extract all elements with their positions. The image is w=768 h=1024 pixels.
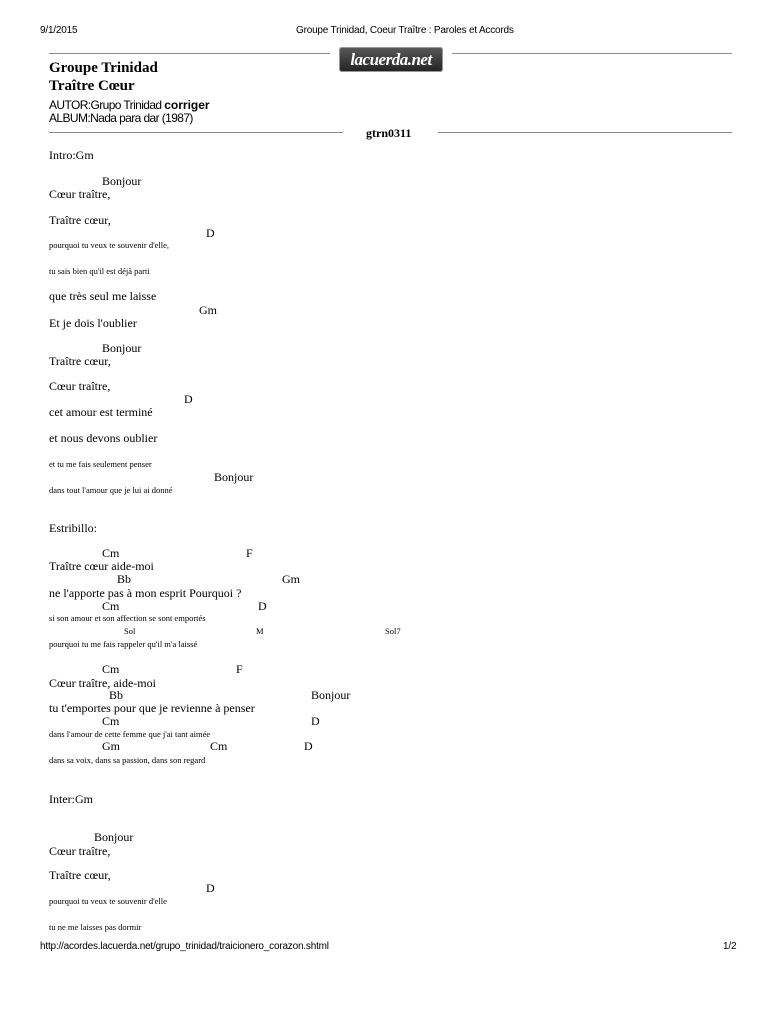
lyric-line: Traître cœur, — [49, 354, 111, 368]
lyric-line: si son amour et son affection se sont emportés — [49, 613, 206, 623]
chord: Sol — [124, 626, 136, 636]
chord: D — [258, 599, 267, 613]
user-rule-left — [49, 132, 343, 133]
section-label: Estribillo: — [49, 521, 97, 535]
chord: Cm — [210, 739, 228, 753]
lyric-line: dans l'amour de cette femme que j'ai tant aimée — [49, 729, 211, 739]
contributor-name[interactable]: gtrn0311 — [366, 126, 412, 140]
user-rule-right — [438, 132, 732, 133]
chord: D — [311, 714, 320, 728]
chord: D — [206, 226, 215, 240]
autor-value[interactable]: Grupo Trinidad — [90, 98, 162, 112]
lyric-line: Cœur traître, — [49, 844, 111, 858]
chord: Gm — [282, 572, 300, 586]
chord: F — [246, 546, 253, 560]
chord: Gm — [102, 739, 120, 753]
section-label: Intro:Gm — [49, 148, 94, 162]
lyric-line: Cœur traître, aide-moi — [49, 676, 156, 690]
header-rule-left — [49, 53, 330, 54]
lyric-line: Traître cœur aide-moi — [49, 559, 154, 573]
lyric-line: ne l'apporte pas à mon esprit Pourquoi ? — [49, 586, 242, 600]
chord: Bb — [117, 572, 132, 586]
lyric-line: pourquoi tu me fais rappeler qu'il m'a laissé — [49, 639, 198, 649]
lyric-line: Traître cœur, — [49, 213, 111, 227]
lyric-line: Cœur traître, — [49, 379, 111, 393]
chord: M — [256, 626, 264, 636]
chord: Cm — [102, 546, 120, 560]
artist-name: Groupe Trinidad — [49, 60, 158, 76]
chord: Sol7 — [385, 626, 401, 636]
chord: Bonjour — [94, 830, 134, 844]
chord: Bb — [109, 688, 124, 702]
print-page-title: Groupe Trinidad, Coeur Traître : Paroles et Accords — [296, 25, 514, 36]
lyric-line: dans tout l'amour que je lui ai donné — [49, 485, 173, 495]
lyric-line: tu sais bien qu'il est déjà parti — [49, 266, 150, 276]
lyric-line: dans sa voix, dans sa passion, dans son regard — [49, 755, 206, 765]
corriger-link[interactable]: corriger — [164, 98, 210, 112]
chord: D — [304, 739, 313, 753]
chord: Cm — [102, 662, 120, 676]
chord: Cm — [102, 714, 120, 728]
autor-line — [49, 98, 210, 112]
chord: D — [184, 392, 193, 406]
chord: Gm — [199, 303, 217, 317]
section-label: Inter:Gm — [49, 792, 93, 806]
lacuerda-logo[interactable]: lacuerda.net — [339, 47, 443, 72]
page-number: 1/2 — [723, 941, 737, 952]
lyric-line: pourquoi tu veux te souvenir d'elle — [49, 896, 167, 906]
lyric-line: et tu me fais seulement penser — [49, 459, 152, 469]
lyric-line: Et je dois l'oublier — [49, 316, 137, 330]
chord: Bonjour — [102, 341, 142, 355]
chord: D — [206, 881, 215, 895]
chord: Bonjour — [214, 470, 254, 484]
lyric-line: pourquoi tu veux te souvenir d'elle, — [49, 240, 170, 250]
album-value[interactable]: Nada para dar (1987) — [90, 111, 193, 125]
album-label: ALBUM: — [49, 111, 91, 125]
chord: Cm — [102, 599, 120, 613]
chord: F — [236, 662, 243, 676]
lyric-line: tu t'emportes pour que je revienne à penser — [49, 701, 255, 715]
lyric-line: cet amour est terminé — [49, 405, 153, 419]
lyric-line: tu ne me laisses pas dormir — [49, 922, 142, 932]
autor-label: AUTOR: — [49, 98, 91, 112]
album-line — [49, 111, 193, 125]
header-rule-right — [452, 53, 732, 54]
lyric-line: que très seul me laisse — [49, 289, 157, 303]
lyric-line: et nous devons oublier — [49, 431, 158, 445]
chord: Bonjour — [311, 688, 351, 702]
lyric-line: Cœur traître, — [49, 187, 111, 201]
lyric-line: Traître cœur, — [49, 868, 111, 882]
print-date: 9/1/2015 — [40, 25, 78, 36]
song-title: Traître Cœur — [49, 78, 135, 94]
chord: Bonjour — [102, 174, 142, 188]
source-url[interactable]: http://acordes.lacuerda.net/grupo_trinidad/traicionero_corazon.shtml — [40, 941, 329, 952]
